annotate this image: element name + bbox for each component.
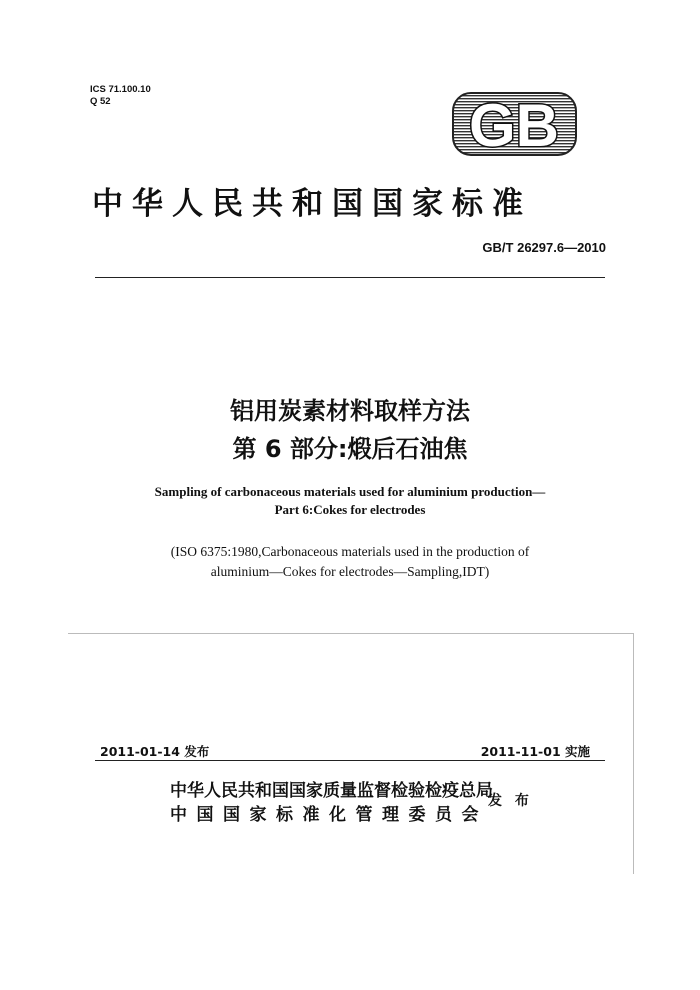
issue-date: 2011-01-14 发布	[100, 744, 210, 759]
gb-standard-logo-icon	[452, 92, 577, 156]
standard-number: GB/T 26297.6—2010	[482, 240, 606, 255]
title-en-line1: Sampling of carbonaceous materials used for aluminium production—	[154, 484, 546, 499]
implementation-date: 2011-11-01 实施	[480, 744, 590, 759]
iso-reference-line1: (ISO 6375:1980,Carbonaceous materials used in the production of	[170, 544, 530, 559]
ccs-code: Q 52	[90, 96, 111, 107]
issuer-line2: 中国国家标准化管理委员会	[170, 805, 488, 825]
scan-side-line	[633, 634, 634, 874]
issuer-line1: 中华人民共和国国家质量监督检验检疫总局	[170, 781, 493, 801]
ics-code: ICS 71.100.10	[90, 84, 151, 95]
publish-label: 发 布	[488, 793, 533, 809]
classification-codes	[90, 84, 151, 108]
standard-name: 中华人民共和国国家标准	[92, 186, 532, 222]
iso-reference-line2: aluminium—Cokes for electrodes—Sampling,IDT)	[210, 564, 490, 579]
top-divider	[95, 277, 605, 278]
title-cn-line1: 铝用炭素材料取样方法	[230, 397, 470, 425]
logo-text: GB	[469, 92, 559, 156]
date-divider	[95, 760, 605, 761]
scan-border-line	[68, 633, 634, 634]
title-cn-line2: 第 6 部分:煅后石油焦	[232, 435, 468, 463]
title-en-line2: Part 6:Cokes for electrodes	[274, 502, 426, 517]
